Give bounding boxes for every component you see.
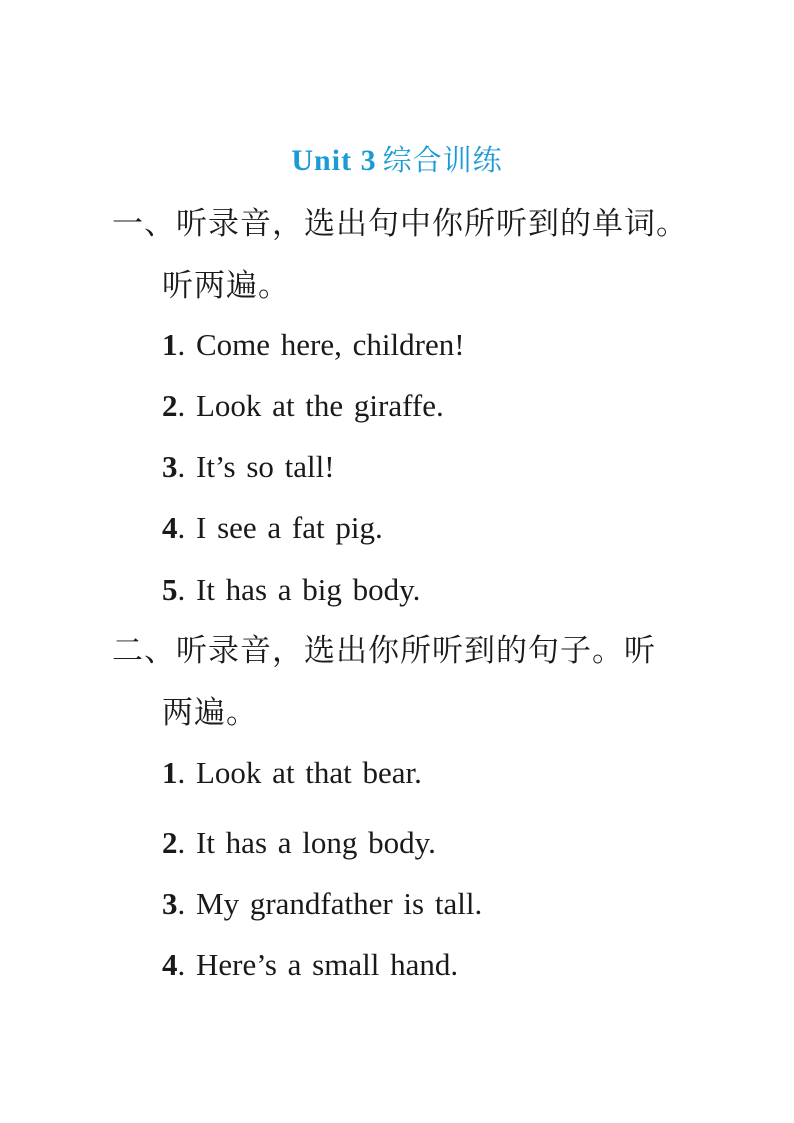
item-number: 2 bbox=[162, 825, 178, 860]
title-chinese: 综合训练 bbox=[382, 143, 503, 177]
section-2-item-1 bbox=[162, 753, 422, 793]
section-1-item-5 bbox=[162, 570, 420, 610]
item-number: 4 bbox=[162, 510, 178, 545]
item-number: 2 bbox=[162, 388, 178, 423]
section-2-item-3 bbox=[162, 884, 482, 924]
item-number: 5 bbox=[162, 572, 178, 607]
item-number: 4 bbox=[162, 947, 178, 982]
item-text: . It’s so tall! bbox=[177, 449, 335, 484]
item-number: 3 bbox=[162, 449, 178, 484]
item-text: . Look at that bear. bbox=[177, 755, 422, 790]
item-text: . Here’s a small hand. bbox=[177, 947, 459, 982]
section-1-heading-line1: 一、听录音，选出句中你所听到的单词。 bbox=[112, 206, 688, 242]
item-text: . It has a big body. bbox=[177, 572, 421, 607]
item-text: . Come here, children! bbox=[177, 327, 465, 362]
section-1-heading-line2: 听两遍。 bbox=[162, 268, 290, 304]
item-text: . I see a fat pig. bbox=[177, 510, 383, 545]
item-number: 1 bbox=[162, 755, 178, 790]
section-2-heading-line2: 两遍。 bbox=[162, 695, 258, 731]
page-title bbox=[0, 138, 794, 179]
section-2-heading bbox=[112, 620, 712, 744]
item-text: . My grandfather is tall. bbox=[177, 886, 483, 921]
title-unit: Unit 3 bbox=[291, 144, 377, 177]
item-text: . Look at the giraffe. bbox=[177, 388, 444, 423]
section-1-heading bbox=[112, 193, 712, 317]
section-1-item-1 bbox=[162, 325, 465, 365]
item-number: 3 bbox=[162, 886, 178, 921]
section-2-item-2 bbox=[162, 823, 436, 863]
item-text: . It has a long body. bbox=[177, 825, 436, 860]
section-2-item-4 bbox=[162, 945, 458, 985]
section-2-heading-line1: 二、听录音，选出你所听到的句子。听 bbox=[112, 633, 656, 669]
section-1-item-4 bbox=[162, 508, 383, 548]
section-1-item-2 bbox=[162, 386, 444, 426]
section-1-item-3 bbox=[162, 447, 335, 487]
item-number: 1 bbox=[162, 327, 178, 362]
